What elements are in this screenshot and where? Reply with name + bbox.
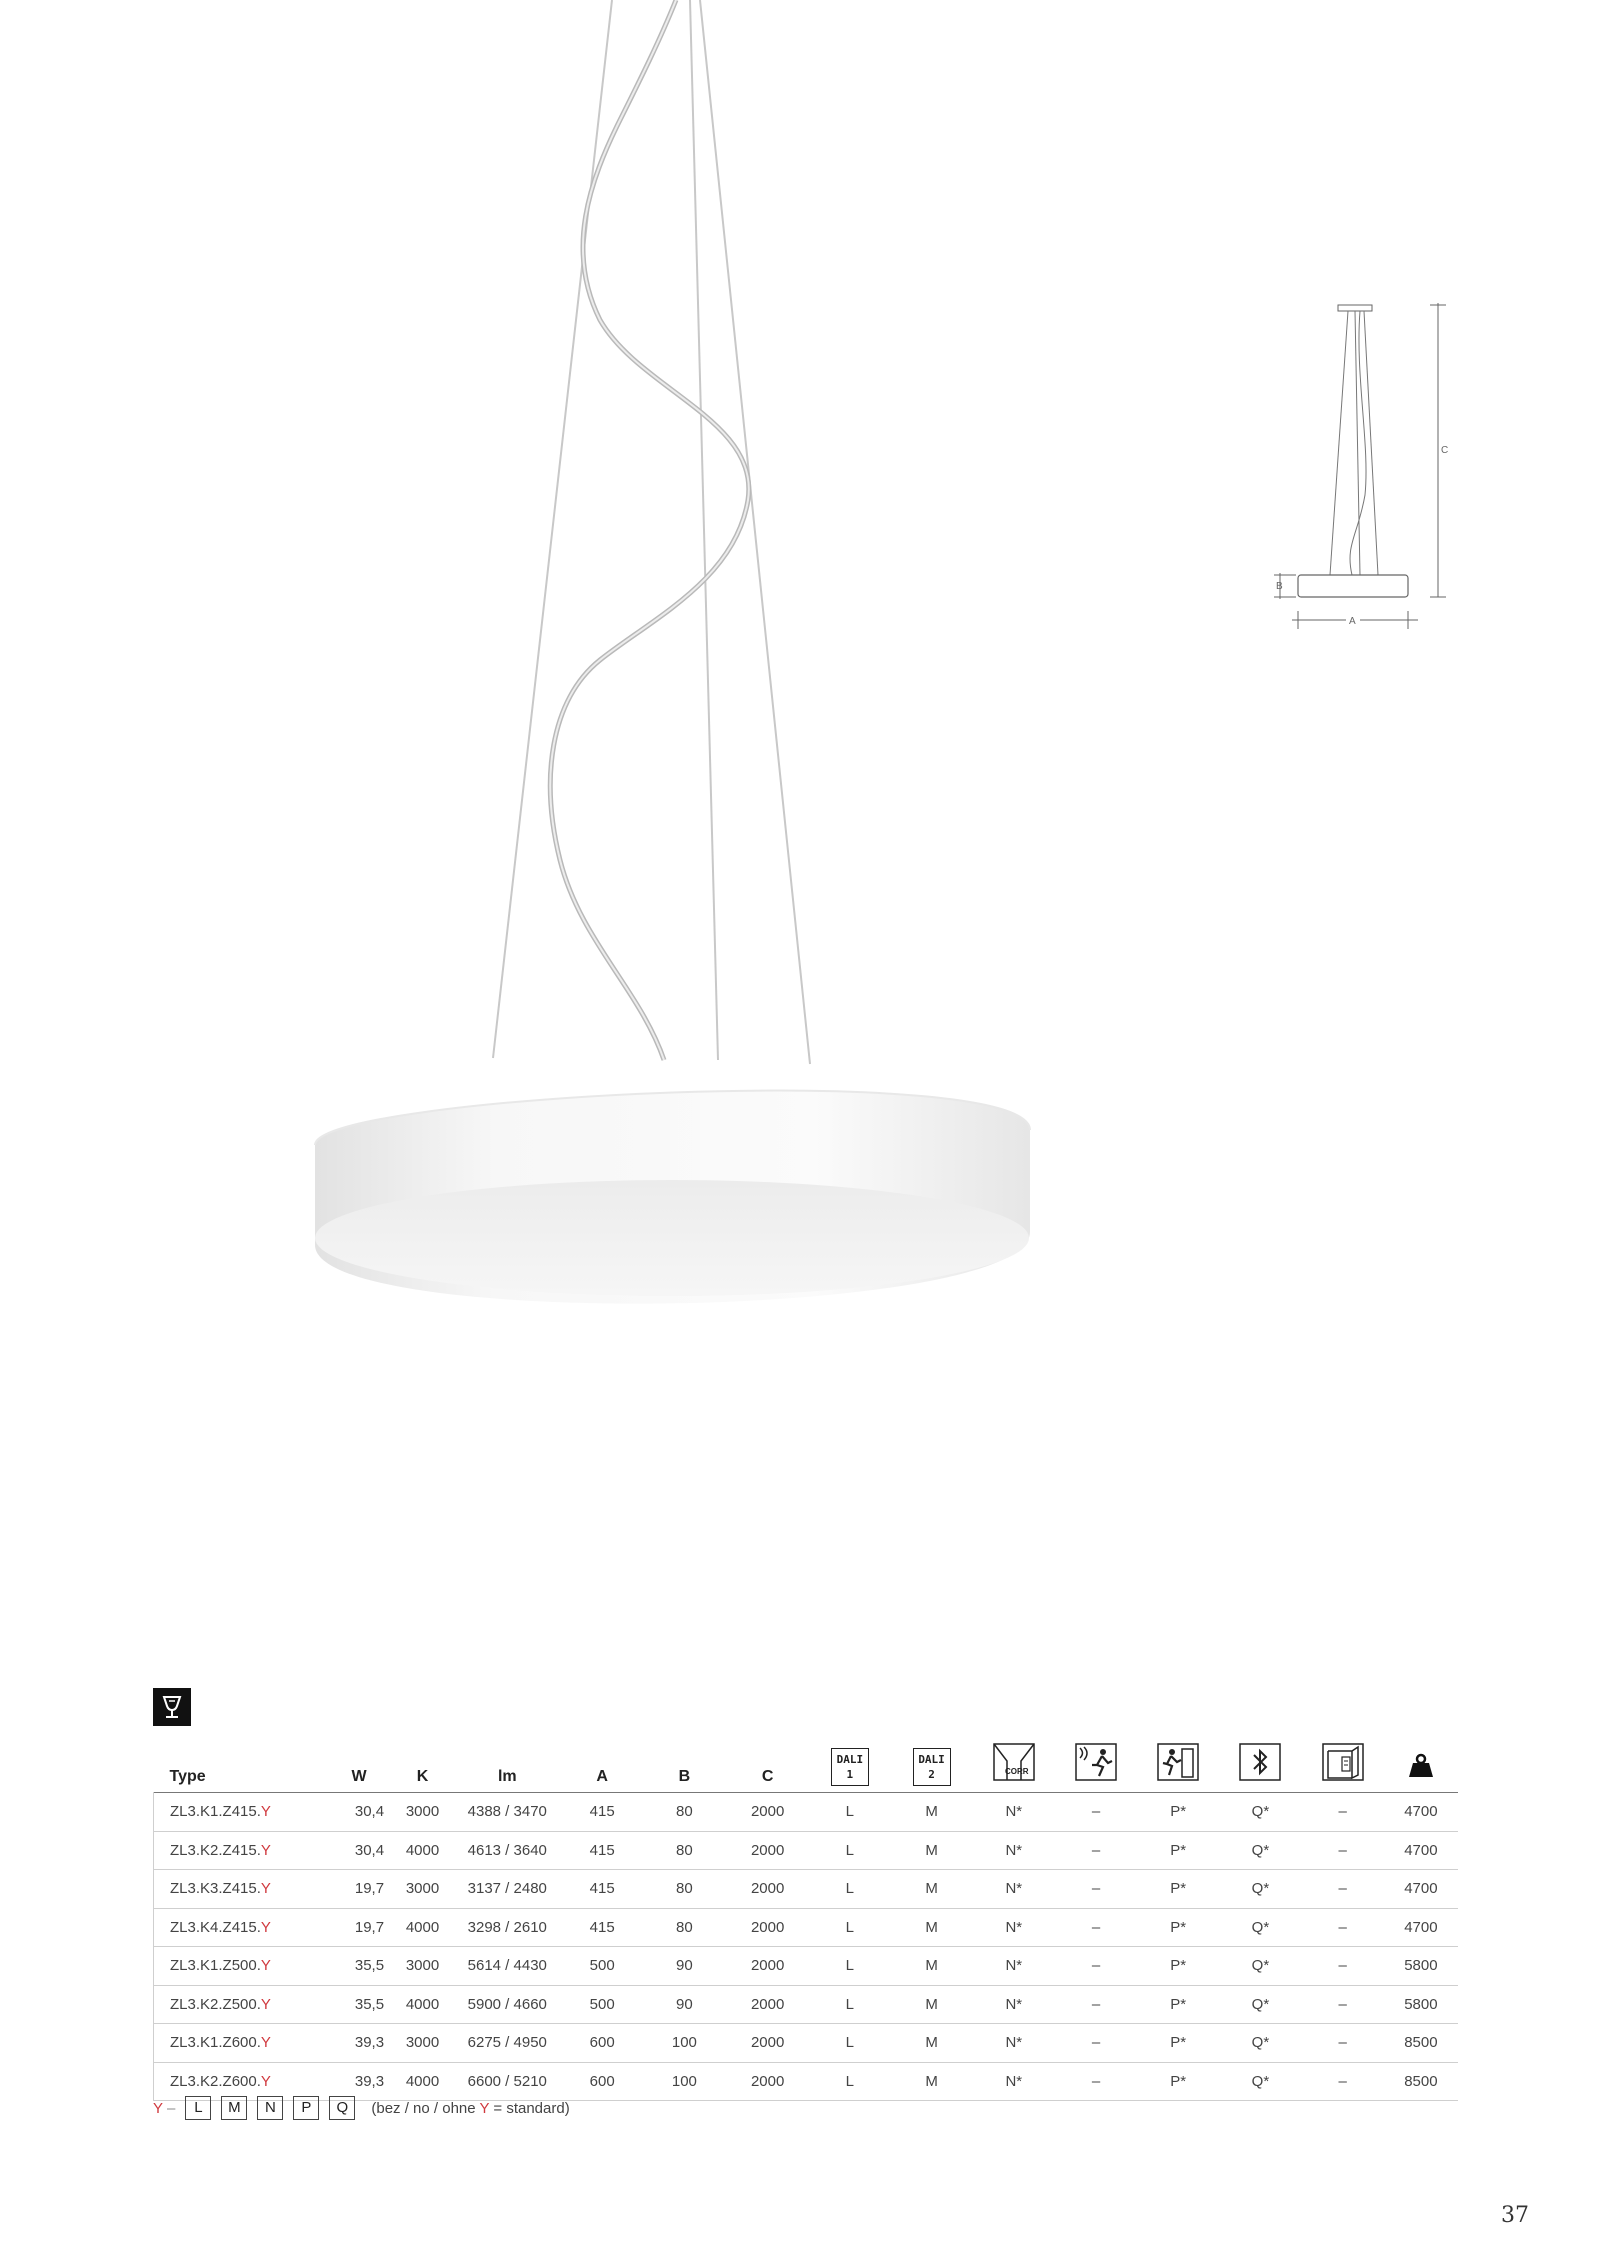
cell-w: 39,3 (326, 2062, 392, 2101)
cell-corr: N* (973, 1793, 1055, 1832)
cell-c: 2000 (726, 1831, 809, 1870)
cell-corr: N* (973, 2024, 1055, 2063)
table-row (154, 1985, 1459, 2024)
emergency-exit-icon (1157, 1743, 1199, 1781)
cell-k: 4000 (392, 1831, 453, 1870)
cell-box: – (1302, 2024, 1384, 2063)
cell-lm: 5900 / 4660 (453, 1985, 562, 2024)
lamp-diffuser (315, 1180, 1029, 1296)
dimension-label-b: B (1276, 581, 1283, 592)
spec-table (153, 1728, 1458, 2101)
cell-a: 600 (562, 2024, 643, 2063)
cell-exit: P* (1137, 1908, 1219, 1947)
table-row (154, 1870, 1459, 1909)
option-legend (153, 2096, 570, 2120)
svg-text:CORR: CORR (1004, 1767, 1029, 1776)
cell-dali1: L (809, 1947, 890, 1986)
dali-2-icon: DALI 2 (913, 1748, 951, 1786)
cell-a: 415 (562, 1793, 643, 1832)
cell-bt: Q* (1219, 2024, 1301, 2063)
cell-k: 4000 (392, 1908, 453, 1947)
dimension-label-a: A (1349, 616, 1356, 627)
cell-dali2: M (890, 1908, 972, 1947)
cell-type: ZL3.K3.Z415.Y (154, 1870, 327, 1909)
cell-a: 600 (562, 2062, 643, 2101)
cell-sensor: – (1055, 1793, 1137, 1832)
cell-type: ZL3.K1.Z415.Y (154, 1793, 327, 1832)
legend-y: Y (153, 2099, 164, 2117)
cell-weight: 5800 (1384, 1947, 1458, 1986)
cell-corr: N* (973, 1908, 1055, 1947)
dimension-drawing (1260, 295, 1460, 640)
cell-bt: Q* (1219, 1985, 1301, 2024)
cell-lm: 4388 / 3470 (453, 1793, 562, 1832)
suspension-wire (700, 0, 810, 1064)
header-a: A (596, 1768, 608, 1785)
cell-b: 80 (643, 1831, 726, 1870)
cell-c: 2000 (726, 1793, 809, 1832)
table-row (154, 1793, 1459, 1832)
cell-exit: P* (1137, 1793, 1219, 1832)
legend-dash: – (167, 2099, 176, 2117)
distribution-box-icon (1322, 1743, 1364, 1781)
cell-b: 80 (643, 1870, 726, 1909)
cell-b: 100 (643, 2062, 726, 2101)
cell-box: – (1302, 1908, 1384, 1947)
cell-sensor: – (1055, 1908, 1137, 1947)
cell-exit: P* (1137, 1985, 1219, 2024)
cell-w: 19,7 (326, 1870, 392, 1909)
header-bluetooth (1219, 1728, 1301, 1793)
lamp-outline (1298, 575, 1408, 597)
cell-lm: 6600 / 5210 (453, 2062, 562, 2101)
cell-w: 19,7 (326, 1908, 392, 1947)
cell-dali2: M (890, 2024, 972, 2063)
cell-box: – (1302, 1985, 1384, 2024)
header-b: B (678, 1768, 691, 1785)
cell-bt: Q* (1219, 1793, 1301, 1832)
cell-dali1: L (809, 1908, 890, 1947)
cell-bt: Q* (1219, 2062, 1301, 2101)
legend-option-m: M (221, 2096, 247, 2120)
legend-note: (bez / no / ohne Y = standard) (371, 2099, 570, 2117)
cell-box: – (1302, 1831, 1384, 1870)
header-corr (973, 1728, 1055, 1793)
header-emergency-sensor (1055, 1728, 1137, 1793)
cell-c: 2000 (726, 1947, 809, 1986)
cell-k: 4000 (392, 1985, 453, 2024)
cell-b: 80 (643, 1908, 726, 1947)
cell-weight: 4700 (1384, 1793, 1458, 1832)
cell-a: 500 (562, 1985, 643, 2024)
cell-dali1: L (809, 1870, 890, 1909)
table-row (154, 1831, 1459, 1870)
cell-dali2: M (890, 2062, 972, 2101)
legend-option-l: L (185, 2096, 211, 2120)
cell-sensor: – (1055, 1985, 1137, 2024)
header-dali-2 (890, 1728, 972, 1793)
cell-c: 2000 (726, 2024, 809, 2063)
cell-box: – (1302, 1793, 1384, 1832)
table-row (154, 1947, 1459, 1986)
cell-a: 415 (562, 1870, 643, 1909)
glass-icon (153, 1688, 191, 1726)
header-w: W (351, 1768, 367, 1785)
weight-icon (1406, 1751, 1436, 1781)
cell-exit: P* (1137, 1870, 1219, 1909)
cell-c: 2000 (726, 1908, 809, 1947)
table-row (154, 2024, 1459, 2063)
header-type: Type (169, 1768, 206, 1785)
cell-corr: N* (973, 1985, 1055, 2024)
cell-box: – (1302, 2062, 1384, 2101)
legend-option-q: Q (329, 2096, 355, 2120)
cell-lm: 5614 / 4430 (453, 1947, 562, 1986)
cell-b: 90 (643, 1947, 726, 1986)
table-row (154, 1908, 1459, 1947)
suspension-wire (493, 0, 612, 1058)
header-weight (1384, 1728, 1458, 1793)
cell-w: 30,4 (326, 1831, 392, 1870)
cell-lm: 6275 / 4950 (453, 2024, 562, 2063)
header-k: K (416, 1768, 429, 1785)
table-row (154, 2062, 1459, 2101)
cell-bt: Q* (1219, 1947, 1301, 1986)
cell-b: 100 (643, 2024, 726, 2063)
cell-a: 415 (562, 1908, 643, 1947)
cell-w: 35,5 (326, 1947, 392, 1986)
cell-sensor: – (1055, 2062, 1137, 2101)
cell-exit: P* (1137, 2062, 1219, 2101)
ceiling-canopy (1338, 305, 1372, 311)
page-number: 37 (1501, 2203, 1529, 2228)
cell-weight: 4700 (1384, 1831, 1458, 1870)
cell-sensor: – (1055, 2024, 1137, 2063)
cell-a: 500 (562, 1947, 643, 1986)
cell-k: 3000 (392, 1793, 453, 1832)
header-lm: lm (497, 1768, 517, 1785)
cell-bt: Q* (1219, 1908, 1301, 1947)
header-distribution-box (1302, 1728, 1384, 1793)
cell-dali1: L (809, 2024, 890, 2063)
cell-w: 30,4 (326, 1793, 392, 1832)
power-cable (550, 0, 748, 1060)
cell-bt: Q* (1219, 1831, 1301, 1870)
cell-sensor: – (1055, 1870, 1137, 1909)
cell-dali2: M (890, 1831, 972, 1870)
cell-weight: 5800 (1384, 1985, 1458, 2024)
cell-a: 415 (562, 1831, 643, 1870)
cell-dali1: L (809, 1793, 890, 1832)
dimension-label-c: C (1441, 445, 1449, 456)
cell-lm: 3298 / 2610 (453, 1908, 562, 1947)
cell-dali1: L (809, 2062, 890, 2101)
header-c: C (761, 1768, 774, 1785)
cell-type: ZL3.K2.Z500.Y (154, 1985, 327, 2024)
cell-type: ZL3.K2.Z600.Y (154, 2062, 327, 2101)
emergency-sensor-icon (1075, 1743, 1117, 1781)
cell-c: 2000 (726, 1985, 809, 2024)
table-header-row (154, 1728, 1459, 1793)
suspension-wire (690, 0, 718, 1060)
cell-dali2: M (890, 1793, 972, 1832)
cell-k: 3000 (392, 2024, 453, 2063)
cell-box: – (1302, 1947, 1384, 1986)
cell-weight: 4700 (1384, 1870, 1458, 1909)
cell-k: 3000 (392, 1947, 453, 1986)
legend-option-n: N (257, 2096, 283, 2120)
cell-exit: P* (1137, 2024, 1219, 2063)
cell-w: 35,5 (326, 1985, 392, 2024)
cell-type: ZL3.K1.Z500.Y (154, 1947, 327, 1986)
header-dali-1 (809, 1728, 890, 1793)
cell-dali1: L (809, 1985, 890, 2024)
cell-c: 2000 (726, 1870, 809, 1909)
cell-type: ZL3.K2.Z415.Y (154, 1831, 327, 1870)
legend-option-p: P (293, 2096, 319, 2120)
cell-b: 80 (643, 1793, 726, 1832)
cell-corr: N* (973, 1831, 1055, 1870)
cell-corr: N* (973, 1870, 1055, 1909)
cell-box: – (1302, 1870, 1384, 1909)
cell-sensor: – (1055, 1947, 1137, 1986)
cell-type: ZL3.K1.Z600.Y (154, 2024, 327, 2063)
cell-lm: 4613 / 3640 (453, 1831, 562, 1870)
cell-corr: N* (973, 1947, 1055, 1986)
cell-bt: Q* (1219, 1870, 1301, 1909)
cell-c: 2000 (726, 2062, 809, 2101)
corr-icon (993, 1743, 1035, 1781)
cell-weight: 8500 (1384, 2062, 1458, 2101)
cell-b: 90 (643, 1985, 726, 2024)
cell-sensor: – (1055, 1831, 1137, 1870)
cell-weight: 8500 (1384, 2024, 1458, 2063)
cell-exit: P* (1137, 1947, 1219, 1986)
cell-type: ZL3.K4.Z415.Y (154, 1908, 327, 1947)
cell-w: 39,3 (326, 2024, 392, 2063)
cell-corr: N* (973, 2062, 1055, 2101)
cell-lm: 3137 / 2480 (453, 1870, 562, 1909)
bluetooth-icon (1239, 1743, 1281, 1781)
cell-dali2: M (890, 1985, 972, 2024)
dali-1-icon: DALI 1 (831, 1748, 869, 1786)
cell-exit: P* (1137, 1831, 1219, 1870)
cell-k: 4000 (392, 2062, 453, 2101)
cell-dali2: M (890, 1870, 972, 1909)
cell-k: 3000 (392, 1870, 453, 1909)
header-emergency-exit (1137, 1728, 1219, 1793)
cell-weight: 4700 (1384, 1908, 1458, 1947)
cell-dali1: L (809, 1831, 890, 1870)
cell-dali2: M (890, 1947, 972, 1986)
